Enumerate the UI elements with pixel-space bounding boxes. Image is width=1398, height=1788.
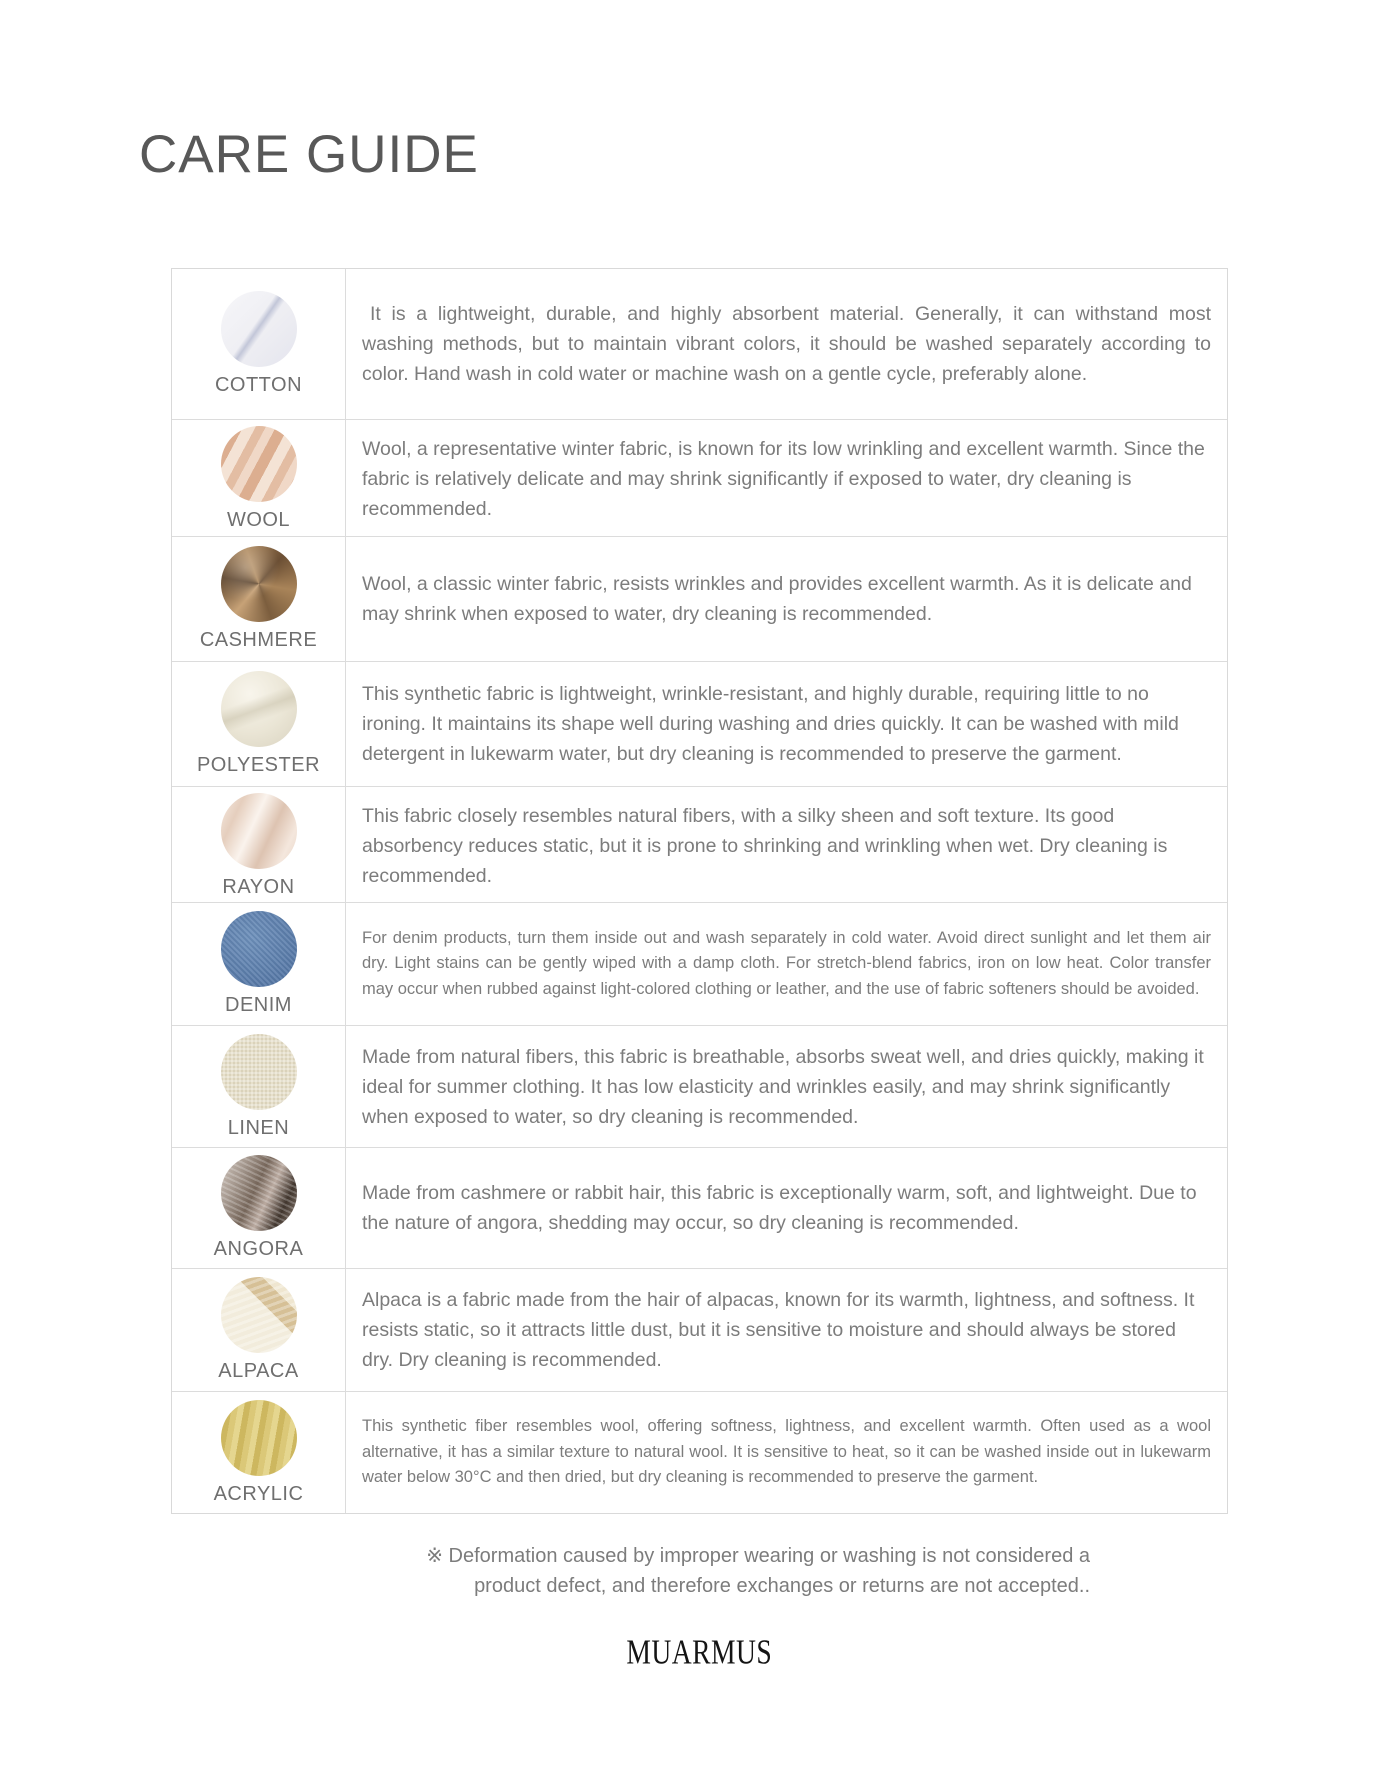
description-cell	[346, 1392, 1227, 1513]
swatch-cell	[172, 537, 346, 661]
description-cell	[346, 269, 1227, 419]
table-row-linen	[172, 1025, 1227, 1147]
fabric-name-label: CASHMERE	[199, 629, 318, 651]
swatch-cell	[172, 269, 346, 419]
fabric-name-label: ACRYLIC	[213, 1482, 304, 1505]
swatch-cell	[172, 1269, 346, 1391]
fabric-name-label: ALPACA	[218, 1360, 299, 1382]
table-row-angora	[172, 1147, 1227, 1268]
table-row-rayon	[172, 786, 1227, 902]
swatch-cell	[172, 787, 346, 905]
angora-fabric-swatch-icon	[221, 1155, 297, 1231]
fabric-description: It is a lightweight, durable, and highly absorbent material. Generally, it can withstand most washing methods, but to maintain vibrant colors, it should be washed separately according to color. Hand wash in cold water or machine wash on a gentle cycle, preferably alone.	[362, 303, 1211, 385]
swatch-cell	[172, 1148, 346, 1268]
linen-fabric-swatch-icon	[221, 1034, 297, 1110]
fabric-name-label: DENIM	[225, 994, 292, 1016]
swatch-cell	[172, 1392, 346, 1513]
swatch-cell	[172, 662, 346, 786]
care-guide-table	[171, 268, 1228, 1514]
page-title: CARE GUIDE	[139, 125, 479, 184]
table-row-denim	[172, 902, 1227, 1025]
fabric-name-label: COTTON	[214, 374, 303, 396]
brand-logo	[0, 1632, 1398, 1672]
description-cell	[346, 420, 1227, 538]
fabric-name-label: ANGORA	[213, 1238, 304, 1260]
fabric-name-label: POLYESTER	[196, 754, 321, 776]
description-cell	[346, 537, 1227, 661]
table-row-wool	[172, 419, 1227, 536]
description-cell	[346, 787, 1227, 905]
description-cell	[346, 1269, 1227, 1391]
swatch-cell	[172, 420, 346, 538]
fabric-description: This synthetic fiber resembles wool, offering softness, lightness, and excellent warmth. Often used as a wool alternative, it has a similar texture to natural wool. It is sensitive to heat, so it can be washed inside out in lukewarm water below 30°C and then dried, but dry cleaning is recommended to preserve the garment.	[362, 1417, 1211, 1487]
fabric-description: For denim products, turn them inside out and wash separately in cold water. Avoid direct sunlight and let them air dry. Light stains can be gently wiped with a damp cloth. For stretch-blend fabrics, iron on low heat. Color transfer may occur when rubbed against light-colored clothing or leather, and the use of fabric softeners should be avoided.	[362, 928, 1211, 998]
fabric-description: Made from cashmere or rabbit hair, this fabric is exceptionally warm, soft, and lightweight. Due to the nature of angora, shedding may occur, so dry cleaning is recommended.	[362, 1182, 1197, 1234]
denim-fabric-swatch-icon	[221, 911, 297, 987]
description-cell	[346, 1026, 1227, 1147]
fabric-description: This fabric closely resembles natural fibers, with a silky sheen and soft texture. Its good absorbency reduces static, but it is prone to shrinking and wrinkling when wet. Dry cleaning is recommended.	[362, 805, 1168, 887]
cotton-fabric-swatch-icon	[221, 291, 297, 367]
table-row-polyester	[172, 661, 1227, 786]
acrylic-fabric-swatch-icon	[221, 1400, 297, 1476]
fabric-description: Alpaca is a fabric made from the hair of alpacas, known for its warmth, lightness, and softness. It resists static, so it attracts little dust, but it is sensitive to moisture and should always be stored dry. Dry cleaning is recommended.	[362, 1289, 1195, 1371]
fabric-description: Wool, a classic winter fabric, resists wrinkles and provides excellent warmth. As it is delicate and may shrink when exposed to water, dry cleaning is recommended.	[362, 573, 1192, 625]
cashmere-fabric-swatch-icon	[221, 546, 297, 622]
table-row-cashmere	[172, 536, 1227, 661]
description-cell	[346, 662, 1227, 786]
table-row-acrylic	[172, 1391, 1227, 1513]
swatch-cell	[172, 1026, 346, 1147]
brand-logo-text: MUARMUS	[626, 1632, 772, 1672]
fabric-description: This synthetic fabric is lightweight, wrinkle-resistant, and highly durable, requiring little to no ironing. It maintains its shape well during washing and dries quickly. It can be washed with mild detergent in lukewarm water, but dry cleaning is recommended to preserve the garment.	[362, 683, 1179, 765]
rayon-fabric-swatch-icon	[221, 793, 297, 869]
disclaimer-note: ※ Deformation caused by improper wearing or washing is not considered a product defect, and therefore exchanges or returns are not accepted..	[426, 1545, 1090, 1597]
table-row-cotton	[172, 269, 1227, 419]
description-cell	[346, 903, 1227, 1025]
fabric-name-label: LINEN	[227, 1116, 290, 1139]
fabric-description: Made from natural fibers, this fabric is breathable, absorbs sweat well, and dries quickly, making it ideal for summer clothing. It has low elasticity and wrinkles easily, and may shrink significantly when exposed to water, so dry cleaning is recommended.	[362, 1045, 1204, 1128]
alpaca-fabric-swatch-icon	[221, 1277, 297, 1353]
table-row-alpaca	[172, 1268, 1227, 1391]
fabric-name-label: WOOL	[226, 509, 291, 531]
fabric-name-label: RAYON	[222, 876, 295, 898]
swatch-cell	[172, 903, 346, 1025]
wool-fabric-swatch-icon	[221, 426, 297, 502]
fabric-description: Wool, a representative winter fabric, is known for its low wrinkling and excellent warmth. Since the fabric is relatively delicate and may shrink significantly if exposed to water, dry cleaning is recommended.	[362, 438, 1205, 520]
polyester-fabric-swatch-icon	[221, 671, 297, 747]
description-cell	[346, 1148, 1227, 1268]
